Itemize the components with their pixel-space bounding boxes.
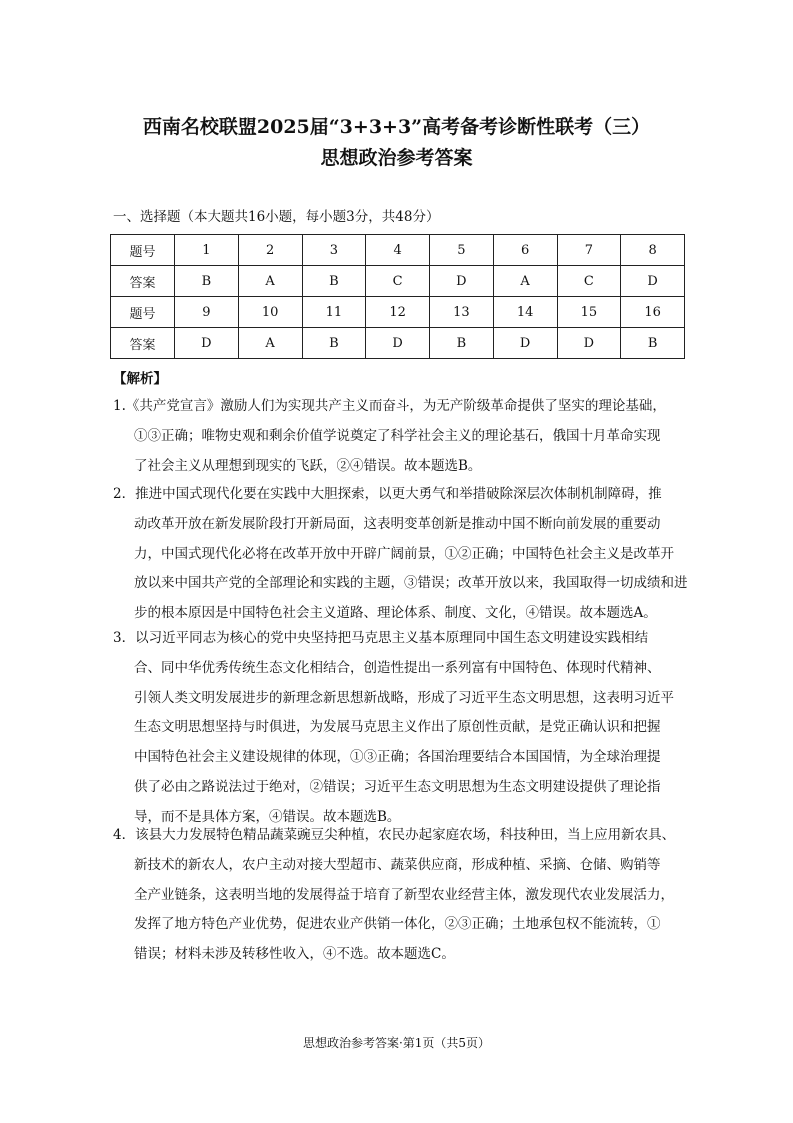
answer-table-cell: 1 bbox=[175, 235, 239, 266]
analysis-line: 错误；材料未涉及转移性收入，④不选。故本题选C。 bbox=[134, 946, 455, 963]
answer-table-cell: 13 bbox=[430, 297, 494, 328]
analysis-label: 【解析】 bbox=[113, 371, 167, 387]
answer-table-cell: D bbox=[493, 328, 557, 359]
answer-table-cell: C bbox=[366, 266, 430, 297]
answer-table-row-label: 答案 bbox=[111, 266, 175, 297]
answer-table-cell: 12 bbox=[366, 297, 430, 328]
answer-table-row bbox=[111, 235, 685, 266]
answer-table-cell: 11 bbox=[302, 297, 366, 328]
analysis-question-2 bbox=[113, 480, 689, 629]
answer-table-cell: D bbox=[557, 328, 621, 359]
answer-table-cell: 8 bbox=[621, 235, 685, 266]
document-subtitle: 思想政治参考答案 bbox=[320, 147, 473, 169]
analysis-line: 全产业链条，这表明当地的发展得益于培育了新型农业经营主体，激发现代农业发展活力， bbox=[134, 886, 674, 903]
answer-table-row-label: 题号 bbox=[111, 297, 175, 328]
answer-table-cell: A bbox=[493, 266, 557, 297]
analysis-line: 动改革开放在新发展阶段打开新局面，这表明变革创新是推动中国不断向前发展的重要动 bbox=[134, 515, 661, 532]
answer-table-cell: 14 bbox=[493, 297, 557, 328]
answer-table-cell: B bbox=[621, 328, 685, 359]
document-title: 西南名校联盟2025届“3+3+3”高考备考诊断性联考（三） bbox=[142, 116, 651, 138]
answer-table-cell: 6 bbox=[493, 235, 557, 266]
answer-table-cell: 16 bbox=[621, 297, 685, 328]
answer-table-cell: 15 bbox=[557, 297, 621, 328]
page-footer: 思想政治参考答案·第1页（共5页） bbox=[302, 1036, 491, 1050]
answer-table bbox=[110, 234, 685, 359]
analysis-line: 引领人类文明发展进步的新理念新思想新战略，形成了习近平生态文明思想，这表明习近平 bbox=[134, 689, 674, 706]
answer-table-cell: D bbox=[175, 328, 239, 359]
answer-table-row bbox=[111, 266, 685, 297]
answer-table-row-label: 答案 bbox=[111, 328, 175, 359]
analysis-line: 步的根本原因是中国特色社会主义道路、理论体系、制度、文化，④错误。故本题选A。 bbox=[134, 605, 657, 622]
analysis-line: 新技术的新农人，农户主动对接大型超市、蔬菜供应商，形成种植、采摘、仓储、购销等 bbox=[134, 856, 661, 873]
analysis-line: 1.《共产党宣言》激励人们为实现共产主义而奋斗，为无产阶级革命提供了坚实的理论基础， bbox=[113, 398, 666, 414]
answer-table-cell: B bbox=[302, 266, 366, 297]
answer-table-cell: 5 bbox=[430, 235, 494, 266]
analysis-question-1 bbox=[113, 392, 689, 481]
analysis-line: 了社会主义从理想到现实的飞跃，②④错误。故本题选B。 bbox=[134, 457, 482, 474]
answer-table-cell: A bbox=[238, 266, 302, 297]
analysis-line: 发挥了地方特色产业优势，促进农业产供销一体化，②③正确；土地承包权不能流转，① bbox=[134, 916, 661, 933]
answer-table-cell: 9 bbox=[175, 297, 239, 328]
answer-table-cell: C bbox=[557, 266, 621, 297]
answer-table-cell: 3 bbox=[302, 235, 366, 266]
answer-table-cell: D bbox=[430, 266, 494, 297]
analysis-line: 导，而不是具体方案，④错误。故本题选B。 bbox=[134, 808, 401, 825]
analysis-line: 合、同中华优秀传统生态文化相结合，创造性提出一系列富有中国特色、体现时代精神、 bbox=[134, 659, 661, 676]
analysis-line: 供了必由之路说法过于绝对，②错误；习近平生态文明思想为生态文明建设提供了理论指 bbox=[134, 778, 661, 795]
answer-table-row bbox=[111, 297, 685, 328]
analysis-line: 中国特色社会主义建设规律的体现，①③正确；各国治理要结合本国国情，为全球治理提 bbox=[134, 749, 661, 766]
answer-table-cell: 2 bbox=[238, 235, 302, 266]
analysis-line: 4．该县大力发展特色精品蔬菜豌豆尖种植，农民办起家庭农场，科技种田，当上应用新农具、 bbox=[113, 827, 676, 843]
answer-table-cell: 7 bbox=[557, 235, 621, 266]
analysis-line: 生态文明思想坚持与时俱进，为发展马克思主义作出了原创性贡献，是党正确认识和把握 bbox=[134, 719, 661, 736]
answer-table-cell: A bbox=[238, 328, 302, 359]
answer-table-row-label: 题号 bbox=[111, 235, 175, 266]
analysis-question-4 bbox=[113, 821, 689, 970]
answer-table-cell: D bbox=[621, 266, 685, 297]
answer-table-cell: 4 bbox=[366, 235, 430, 266]
analysis-line: ①③正确；唯物史观和剩余价值学说奠定了科学社会主义的理论基石，俄国十月革命实现 bbox=[134, 427, 661, 444]
analysis-question-3 bbox=[113, 624, 689, 833]
answer-table-cell: D bbox=[366, 328, 430, 359]
answer-table-cell: B bbox=[175, 266, 239, 297]
analysis-line: 2．推进中国式现代化要在实践中大胆探索，以更大勇气和举措破除深层次体制机制障碍，推 bbox=[113, 486, 662, 502]
answer-table-cell: B bbox=[430, 328, 494, 359]
analysis-line: 3．以习近平同志为核心的党中央坚持把马克思主义基本原理同中国生态文明建设实践相结 bbox=[113, 630, 649, 646]
answer-table-row bbox=[111, 328, 685, 359]
answer-table-cell: 10 bbox=[238, 297, 302, 328]
answer-table-cell: B bbox=[302, 328, 366, 359]
analysis-line: 力，中国式现代化必将在改革开放中开辟广阔前景，①②正确；中国特色社会主义是改革开 bbox=[134, 545, 674, 562]
analysis-line: 放以来中国共产党的全部理论和实践的主题，③错误；改革开放以来，我国取得一切成绩和进 bbox=[134, 575, 688, 592]
section-heading: 一、选择题（本大题共16小题，每小题3分，共48分） bbox=[113, 209, 440, 225]
